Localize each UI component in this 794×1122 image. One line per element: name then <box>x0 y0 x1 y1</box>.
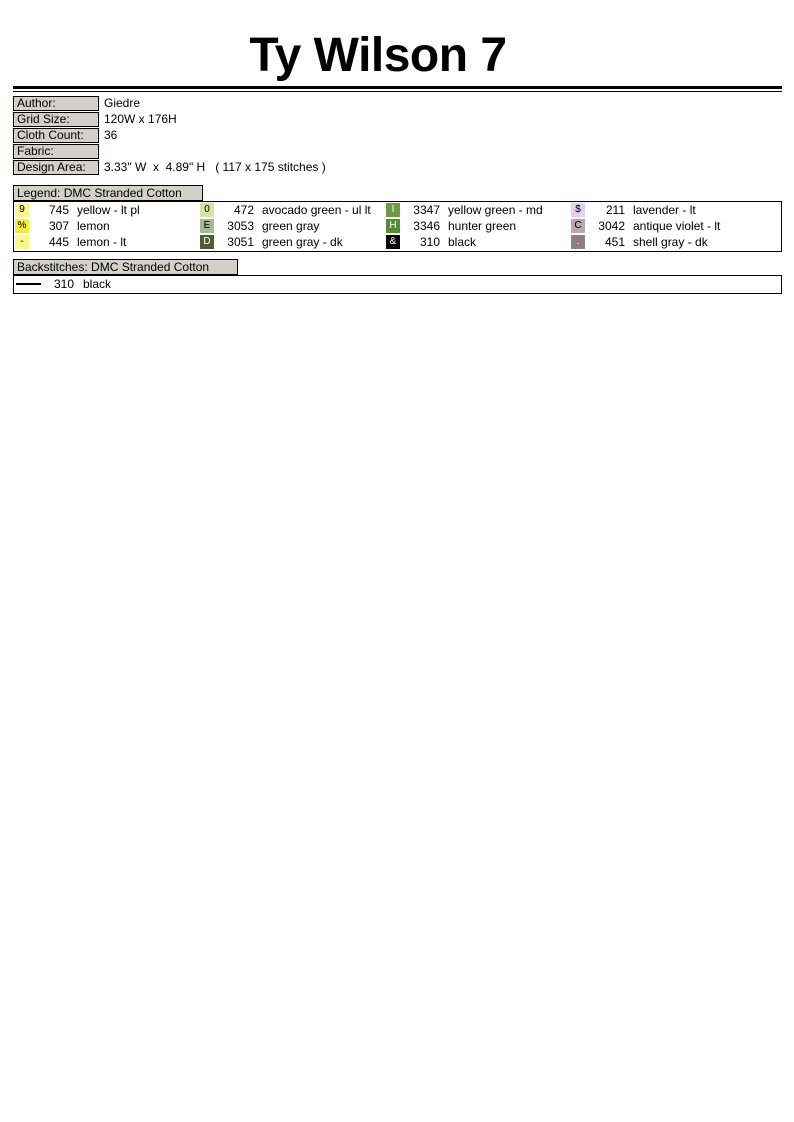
legend-symbol-swatch: - <box>15 235 29 249</box>
legend-floss-name: yellow - lt pl <box>77 203 140 217</box>
legend-floss-number: 745 <box>48 203 69 217</box>
legend-floss-name: antique violet - lt <box>633 219 721 233</box>
legend-symbol-swatch: $ <box>571 203 585 217</box>
legend-floss-number: 3051 <box>227 235 254 249</box>
legend-symbol-swatch: E <box>200 219 214 233</box>
legend-entry <box>386 202 571 218</box>
legend-symbol-swatch: 0 <box>200 203 214 217</box>
legend-entry <box>571 202 756 218</box>
author-value: Giedre <box>104 96 141 110</box>
legend-floss-number: 472 <box>233 203 254 217</box>
legend-entry <box>15 234 200 250</box>
legend-floss-number: 3346 <box>413 219 440 233</box>
legend-floss-name: lavender - lt <box>633 203 696 217</box>
legend-floss-number: 3053 <box>227 219 254 233</box>
legend-floss-name: lemon - lt <box>77 235 127 249</box>
legend-floss-number: 451 <box>604 235 625 249</box>
backstitch-number: 310 <box>53 277 74 291</box>
legend-floss-name: green gray <box>262 219 320 233</box>
legend-floss-number: 445 <box>48 235 69 249</box>
legend-floss-number: 310 <box>419 235 440 249</box>
grid-size-label: Grid Size: <box>13 112 99 127</box>
legend-entry <box>15 218 200 234</box>
legend-floss-number: 3347 <box>413 203 440 217</box>
legend-entry <box>386 218 571 234</box>
legend-floss-name: shell gray - dk <box>633 235 708 249</box>
legend-floss-name: yellow green - md <box>448 203 543 217</box>
title-rule <box>13 86 782 89</box>
backstitch-line-swatch <box>16 283 41 285</box>
legend-symbol-swatch: H <box>386 219 400 233</box>
grid-size-value: 120W x 176H <box>104 112 177 126</box>
legend-symbol-swatch: & <box>386 235 400 249</box>
legend-entry <box>200 202 385 218</box>
legend-entry <box>571 234 756 250</box>
legend-entry <box>200 234 385 250</box>
legend-symbol-swatch: 9 <box>15 203 29 217</box>
backstitches-box <box>13 275 782 294</box>
legend-symbol-swatch: I <box>386 203 400 217</box>
legend-floss-number: 211 <box>605 203 625 217</box>
legend-floss-name: hunter green <box>448 219 517 233</box>
legend-floss-name: green gray - dk <box>262 235 343 249</box>
legend-symbol-swatch: . <box>571 235 585 249</box>
cloth-count-label: Cloth Count: <box>13 128 99 143</box>
legend-floss-name: lemon <box>77 219 110 233</box>
legend-floss-number: 307 <box>48 219 69 233</box>
backstitches-title: Backstitches: DMC Stranded Cotton <box>13 259 238 275</box>
legend-symbol-swatch: C <box>571 219 585 233</box>
fabric-label: Fabric: <box>13 144 99 159</box>
author-label: Author: <box>13 96 99 111</box>
design-area-label: Design Area: <box>13 160 99 175</box>
legend-entry <box>200 218 385 234</box>
legend-entry <box>386 234 571 250</box>
legend-box <box>13 201 782 252</box>
legend-symbol-swatch: % <box>15 219 29 233</box>
design-area-value: 3.33" W x 4.89" H ( 117 x 175 stitches ) <box>104 160 326 174</box>
legend-floss-number: 3042 <box>598 219 625 233</box>
legend-entry <box>571 218 756 234</box>
legend-symbol-swatch: D <box>200 235 214 249</box>
cloth-count-value: 36 <box>104 128 118 142</box>
legend-entry <box>15 202 200 218</box>
page-title: Ty Wilson 7 <box>249 29 507 82</box>
backstitch-name: black <box>83 277 112 291</box>
title-rule-thin <box>13 91 782 92</box>
legend-floss-name: avocado green - ul lt <box>262 203 371 217</box>
legend-floss-name: black <box>448 235 477 249</box>
legend-title: Legend: DMC Stranded Cotton <box>13 185 203 201</box>
